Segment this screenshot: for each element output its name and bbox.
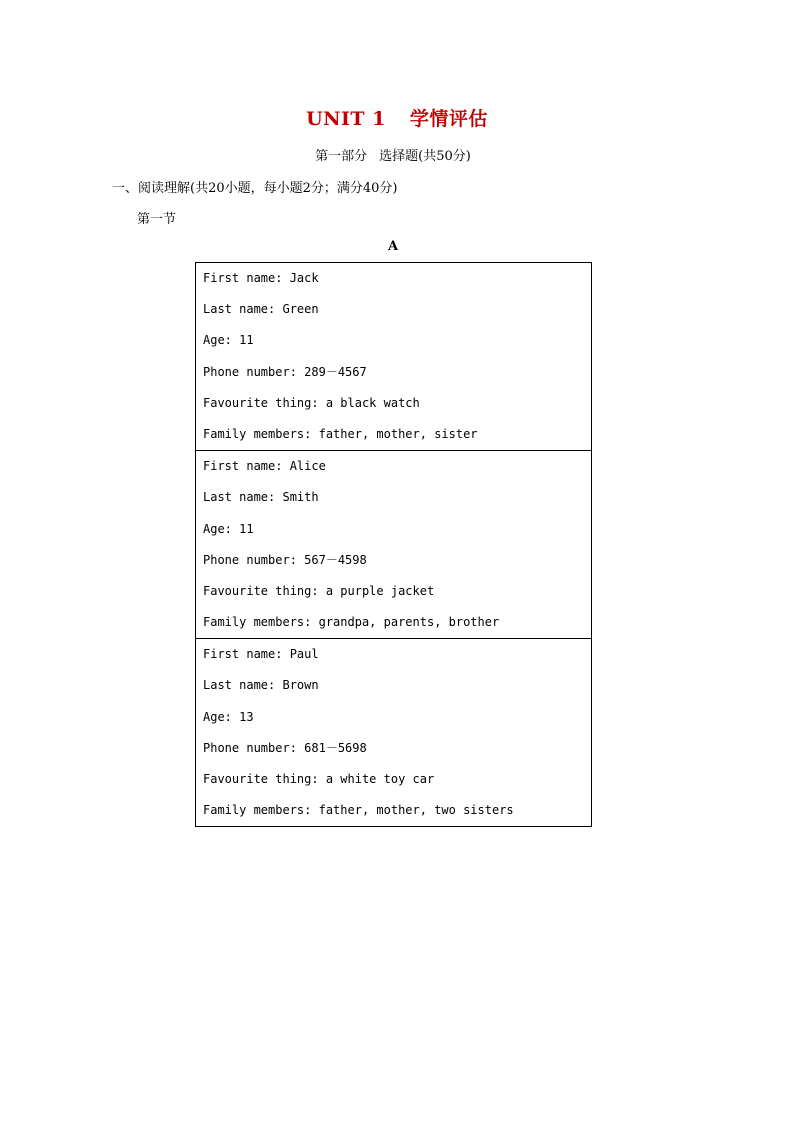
last-name-field: Last name: Smith bbox=[203, 490, 319, 505]
last-name-field: Last name: Green bbox=[203, 302, 319, 317]
page-title bbox=[0, 104, 794, 131]
favourite-thing-field: Favourite thing: a black watch bbox=[203, 395, 420, 410]
unit-title: 学情评估 bbox=[409, 108, 488, 130]
section-heading: 一、阅读理解(共20小题，每小题2分；满分40分) bbox=[112, 181, 398, 196]
last-name-field: Last name: Brown bbox=[203, 678, 319, 693]
phone-field: Phone number: 289－4567 bbox=[203, 364, 367, 379]
profile-card-paul bbox=[196, 638, 591, 826]
first-name-field: First name: Alice bbox=[203, 459, 326, 474]
part-heading bbox=[0, 145, 786, 164]
profile-card-alice bbox=[196, 450, 591, 638]
subsection-heading: 第一节 bbox=[137, 212, 177, 227]
age-field: Age: 11 bbox=[203, 521, 254, 536]
phone-field: Phone number: 681－5698 bbox=[203, 740, 367, 755]
first-name-field: First name: Jack bbox=[203, 271, 319, 285]
family-members-field: Family members: father, mother, sister bbox=[203, 426, 478, 441]
family-members-field: Family members: father, mother, two sisters bbox=[203, 803, 514, 818]
age-field: Age: 11 bbox=[203, 333, 254, 348]
phone-field: Phone number: 567－4598 bbox=[203, 552, 367, 567]
first-name-field: First name: Paul bbox=[203, 647, 319, 662]
favourite-thing-field: Favourite thing: a white toy car bbox=[203, 772, 435, 786]
profile-card-jack bbox=[196, 263, 591, 450]
unit-label: UNIT 1 bbox=[306, 108, 386, 130]
passage-label: A bbox=[387, 239, 399, 254]
family-members-field: Family members: grandpa, parents, brother bbox=[203, 615, 500, 630]
age-field: Age: 13 bbox=[203, 709, 254, 724]
part-label: 第一部分 bbox=[315, 149, 368, 164]
profile-cards-table bbox=[195, 262, 592, 827]
part-title: 选择题(共50分) bbox=[379, 149, 471, 164]
favourite-thing-field: Favourite thing: a purple jacket bbox=[203, 583, 435, 598]
